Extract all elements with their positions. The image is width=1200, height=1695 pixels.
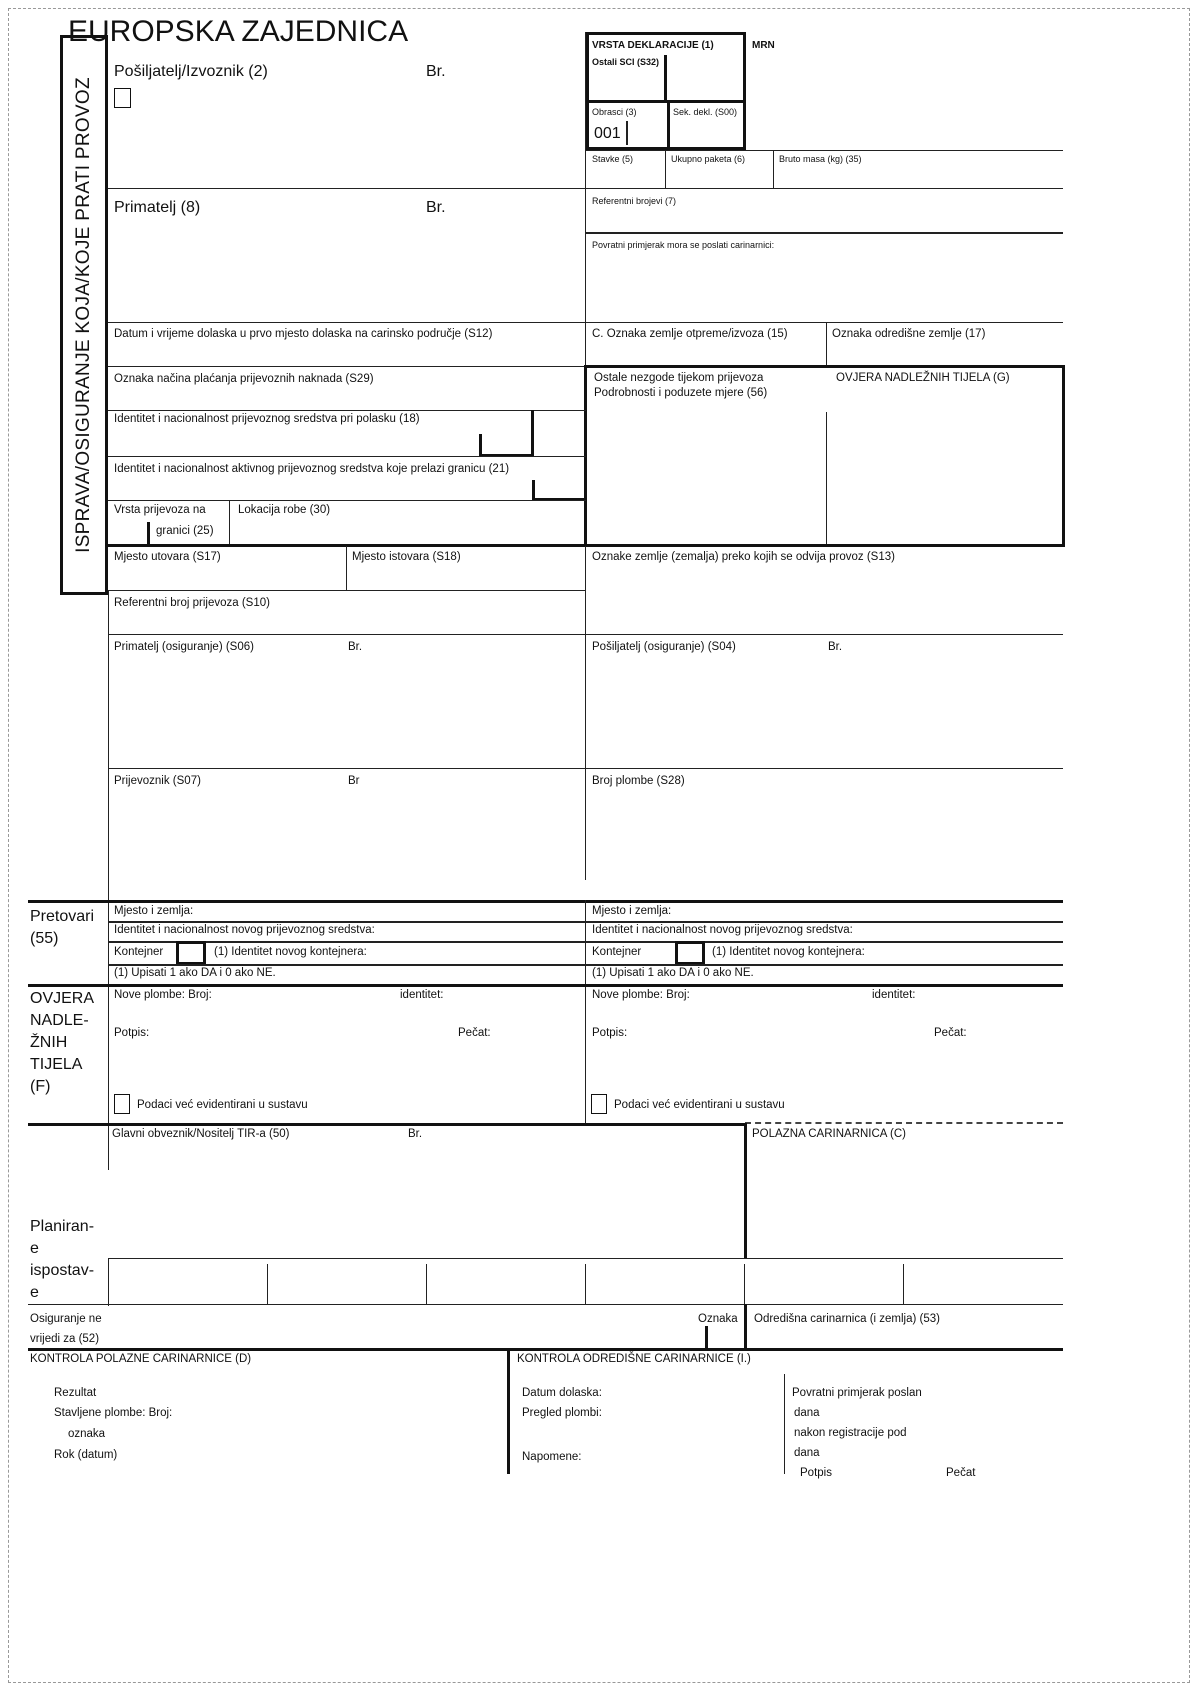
note-right: (1) Upisati 1 ako DA i 0 ako NE. xyxy=(592,967,754,979)
departure-office-label: POLAZNA CARINARNICA (C) xyxy=(752,1128,906,1140)
consignee-security-label: Primatelj (osiguranje) (S06) xyxy=(114,641,254,653)
destination-signature-label: Potpis xyxy=(800,1467,832,1479)
seals-affixed-label: Stavljene plombe: Broj: xyxy=(54,1407,173,1419)
arrival-date-label: Datum dolaska: xyxy=(522,1387,602,1399)
signature-right: Potpis: xyxy=(592,1027,628,1039)
container-left: Kontejner xyxy=(114,946,164,958)
carrier-no-label: Br xyxy=(348,775,360,787)
consignee-no-label: Br. xyxy=(426,199,446,216)
transhipment-center-divider xyxy=(585,900,586,1124)
departure-office-divider xyxy=(744,1123,747,1259)
rule-refs xyxy=(586,188,1063,189)
other-sci-label: Ostali SCI (S32) xyxy=(592,57,660,67)
new-means-right: Identitet i nacionalnost novog prijevoznog sredstva: xyxy=(592,924,853,936)
rule-transhipment xyxy=(28,900,1063,903)
principal-holder-no-label: Br. xyxy=(408,1128,423,1140)
items-label: Stavke (5) xyxy=(592,154,634,164)
guarantee-invalid-label-2: vrijedi za (52) xyxy=(30,1333,100,1345)
destination-country-label: Oznaka odredišne zemlje (17) xyxy=(832,328,986,340)
transport-mode-tick xyxy=(147,522,150,544)
forms-value[interactable]: 001 xyxy=(594,125,621,142)
transport-mode-label: Vrsta prijevoza na xyxy=(114,504,206,516)
planned-cell-4 xyxy=(585,1264,586,1304)
rule-under-consignor xyxy=(108,188,586,189)
seal-number-label: Broj plombe (S28) xyxy=(592,775,685,787)
consignee-security-no-label: Br. xyxy=(348,641,363,653)
planned-cell-6 xyxy=(903,1264,904,1304)
code-label: Oznaka xyxy=(698,1313,738,1325)
declaration-mid-rule xyxy=(586,100,746,103)
marking-label: oznaka xyxy=(68,1428,106,1440)
rule-transport-ref xyxy=(108,590,586,591)
lower-center-divider xyxy=(585,546,586,880)
sec-decl-divider xyxy=(667,100,670,148)
new-seals-left: Nove plombe: Broj: xyxy=(114,989,212,1001)
planned-offices-label: Planiran- e ispostav- e xyxy=(30,1218,95,1301)
rule-return xyxy=(586,232,1063,234)
rule-departure-means xyxy=(108,410,586,411)
dispatch-country-label: C. Oznaka zemlje otpreme/izvoza (15) xyxy=(592,328,788,340)
control-divider xyxy=(507,1348,510,1474)
incidents-label: Ostale nezgode tijekom prijevoza xyxy=(594,372,764,384)
seal-check-label: Pregled plombi: xyxy=(522,1407,602,1419)
container-right: Kontejner xyxy=(592,946,642,958)
place-country-right: Mjesto i zemlja: xyxy=(592,905,672,917)
active-means-label: Identitet i nacionalnost aktivnog prijevoznog sredstva koje prelazi granicu (21) xyxy=(114,463,510,475)
rule-carrier xyxy=(108,768,1063,769)
page-border xyxy=(8,8,1190,1683)
rule-security-parties xyxy=(108,634,1063,635)
gross-mass-label: Bruto masa (kg) (35) xyxy=(779,154,862,164)
consignee-label: Primatelj (8) xyxy=(114,199,201,216)
departure-means-divider xyxy=(531,410,534,456)
rule-loading xyxy=(108,544,1065,547)
consignor-security-label: Pošiljatelj (osiguranje) (S04) xyxy=(592,641,736,653)
rule-arrival xyxy=(108,322,1063,323)
day-label: dana xyxy=(794,1407,820,1419)
declaration-type-label: VRSTA DEKLARACIJE (1) xyxy=(592,40,714,51)
place-country-left: Mjesto i zemlja: xyxy=(114,905,194,917)
recorded-label-right: Podaci već evidentirani u sustavu xyxy=(614,1099,785,1111)
authority-f-side-label: OVJERA NADLE- ŽNIH TIJELA (F) xyxy=(30,990,95,1095)
after-registration-label: nakon registracije pod xyxy=(794,1427,907,1439)
control-departure-title: KONTROLA POLAZNE CARINARNICE (D) xyxy=(30,1353,252,1365)
return-divider xyxy=(784,1374,785,1474)
dispatch-divider xyxy=(826,322,827,366)
loading-divider xyxy=(346,546,347,590)
rule-planned-bottom xyxy=(28,1304,1063,1305)
payment-method-label: Oznaka načina plaćanja prijevoznih naknada (S29) xyxy=(114,373,374,385)
day-label-2: dana xyxy=(794,1447,820,1459)
vertical-label-box xyxy=(60,35,108,595)
rule-container xyxy=(108,941,1063,943)
container-checkbox-left[interactable] xyxy=(176,941,206,965)
incidents-details-label: Podrobnosti i poduzete mjere (56) xyxy=(594,387,768,399)
vertical-label: ISPRAVA/OSIGURANJE KOJA/KOJE PRATI PROVOZ xyxy=(73,77,94,553)
consignor-security-no-label: Br. xyxy=(828,641,843,653)
return-copy-label: Povratni primjerak mora se poslati carinarnici: xyxy=(592,240,775,250)
recorded-checkbox-left[interactable] xyxy=(114,1094,130,1114)
transhipment-side-label: Pretovari (55) xyxy=(30,908,95,947)
transport-mode-divider xyxy=(229,500,230,545)
sec-decl-label: Sek. dekl. (S00) xyxy=(673,107,738,117)
mrn-label: MRN xyxy=(752,40,775,51)
unloading-place-label: Mjesto istovara (S18) xyxy=(352,551,461,563)
planned-cell-2 xyxy=(267,1264,268,1304)
total-packages-label: Ukupno paketa (6) xyxy=(671,154,746,164)
rule-stavke xyxy=(586,150,1063,151)
consignor-label: Pošiljatelj/Izvoznik (2) xyxy=(114,63,268,80)
rule-active-means xyxy=(108,456,586,457)
stamp-left: Pečat: xyxy=(458,1027,491,1039)
rule-planned-top xyxy=(108,1258,1063,1259)
destination-stamp-label: Pečat xyxy=(946,1467,976,1479)
departure-means-label: Identitet i nacionalnost prijevoznog sredstva pri polasku (18) xyxy=(114,413,420,425)
rule-payment xyxy=(108,366,586,367)
transport-ref-label: Referentni broj prijevoza (S10) xyxy=(114,597,270,609)
left-form-border xyxy=(108,590,109,1170)
packages-divider xyxy=(773,150,774,188)
page-title: EUROPSKA ZAJEDNICA xyxy=(68,15,409,48)
goods-location-label: Lokacija robe (30) xyxy=(238,504,331,516)
new-container-right: (1) Identitet novog kontejnera: xyxy=(712,946,865,958)
consignor-checkbox[interactable] xyxy=(114,88,131,108)
forms-label: Obrasci (3) xyxy=(592,107,637,117)
loading-place-label: Mjesto utovara (S17) xyxy=(114,551,221,563)
principal-holder-label: Glavni obveznik/Nositelj TIR-a (50) xyxy=(112,1128,290,1140)
identity-right: identitet: xyxy=(872,989,916,1001)
rule-principal xyxy=(28,1123,746,1126)
new-seals-right: Nove plombe: Broj: xyxy=(592,989,690,1001)
time-limit-label: Rok (datum) xyxy=(54,1449,118,1461)
signature-left: Potpis: xyxy=(114,1027,150,1039)
remarks-label: Napomene: xyxy=(522,1451,582,1463)
transit-countries-label: Oznake zemlje (zemalja) preko kojih se odvija provoz (S13) xyxy=(592,551,895,563)
planned-cell-5 xyxy=(744,1264,745,1304)
result-label: Rezultat xyxy=(54,1387,97,1399)
guarantee-invalid-label: Osiguranje ne xyxy=(30,1313,102,1325)
rule-control xyxy=(28,1348,1063,1351)
new-means-left: Identitet i nacionalnost novog prijevoznog sredstva: xyxy=(114,924,375,936)
forms-value-cursor xyxy=(626,121,628,145)
items-divider xyxy=(665,150,666,188)
transport-mode-label-2: granici (25) xyxy=(156,525,214,537)
active-means-tick xyxy=(532,480,535,500)
consignor-no-label: Br. xyxy=(426,63,446,80)
control-destination-title: KONTROLA ODREDIŠNE CARINARNICE (I.) xyxy=(517,1353,751,1365)
authority-g-label: OVJERA NADLEŽNIH TIJELA (G) xyxy=(836,372,1010,384)
identity-left: identitet: xyxy=(400,989,444,1001)
destination-office-label: Odredišna carinarnica (i zemlja) (53) xyxy=(754,1313,940,1325)
declaration-divider xyxy=(664,55,667,101)
rule-transport-mode xyxy=(108,500,586,501)
note-left: (1) Upisati 1 ako DA i 0 ako NE. xyxy=(114,967,276,979)
rule-principal-dashed xyxy=(745,1122,1063,1124)
carrier-label: Prijevoznik (S07) xyxy=(114,775,201,787)
code-tick xyxy=(705,1326,708,1348)
recorded-label-left: Podaci već evidentirani u sustavu xyxy=(137,1099,308,1111)
new-container-left: (1) Identitet novog kontejnera: xyxy=(214,946,367,958)
authority-g-divider xyxy=(826,412,827,545)
rule-authority-f xyxy=(28,984,1063,987)
destination-office-divider xyxy=(744,1304,747,1350)
recorded-checkbox-right[interactable] xyxy=(591,1094,607,1114)
reference-numbers-label: Referentni brojevi (7) xyxy=(592,196,677,206)
departure-means-tick xyxy=(479,434,482,456)
return-sent-label: Povratni primjerak poslan xyxy=(792,1387,922,1399)
stamp-right: Pečat: xyxy=(934,1027,967,1039)
container-checkbox-right[interactable] xyxy=(675,941,705,965)
planned-cell-1 xyxy=(108,1258,109,1306)
planned-cell-3 xyxy=(426,1264,427,1304)
arrival-datetime-label: Datum i vrijeme dolaska u prvo mjesto dolaska na carinsko područje (S12) xyxy=(114,328,493,340)
